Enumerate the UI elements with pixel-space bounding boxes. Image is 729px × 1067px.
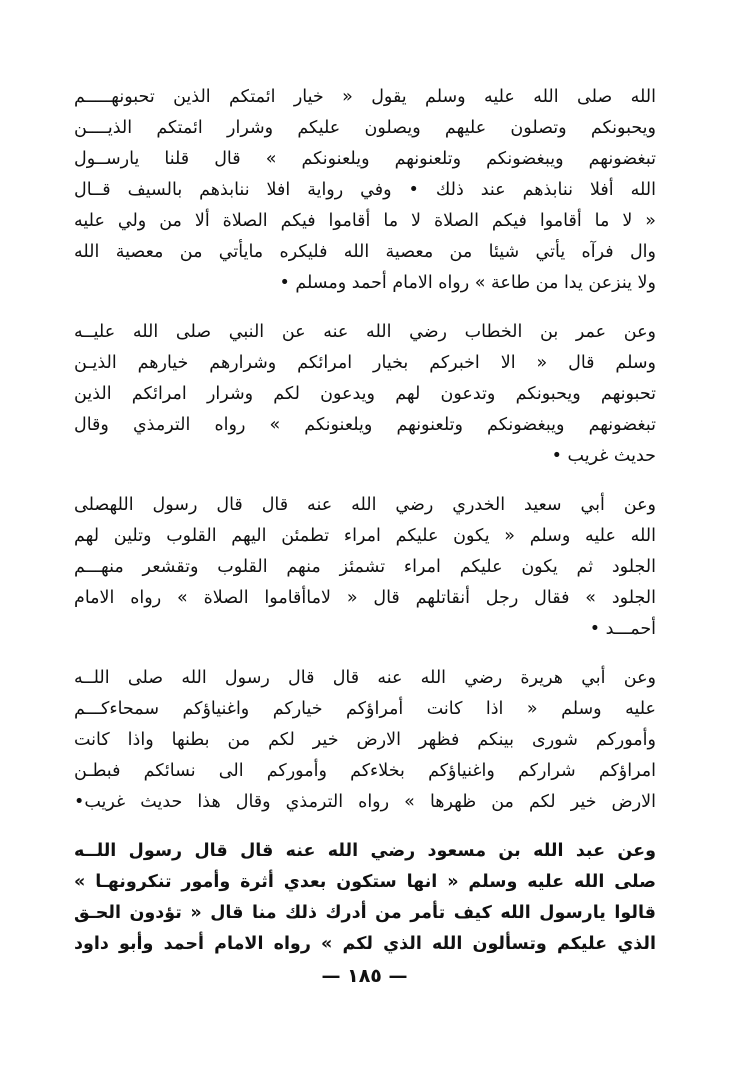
hadith-paragraph-3 [74,490,656,645]
hadith-paragraph-5 [74,836,656,960]
text-line: عليه وسلم « اذا كانت أمراؤكم خياركم واغنياؤكم سمحاءكـــم [74,699,656,719]
text-line: الذي عليكم وتسألون الله الذي لكم » رواه الامام أحمد وأبو داود [74,934,656,954]
text-line: قالوا يارسول الله كيف تأمر من أدرك ذلك منا قال « تؤدون الحـق [74,903,656,923]
text-line: وعن عبد الله بن مسعود رضي الله عنه قال قال رسول اللــه [74,841,656,861]
text-line: ولا ينزعن يدا من طاعة » رواه الامام أحمد ومسلم • [279,273,656,293]
text-line: وعن عمر بن الخطاب رضي الله عنه عن النبي صلى الله عليــه [74,322,656,342]
text-line: « لا ما أقاموا فيكم الصلاة لا ما أقاموا فيكم الصلاة ألا من ولي عليه [74,211,656,231]
text-line: الله أفلا ننابذهم عند ذلك • وفي رواية افلا ننابذهم بالسيف قــال [74,180,656,200]
text-line: وعن أبي سعيد الخدري رضي الله عنه قال قال رسول اللهصلى [74,495,656,515]
page-number: — ١٨٥ — [321,965,408,987]
text-line: صلى الله عليه وسلم « انها ستكون بعدي أثرة وأمور تنكرونهـا » [74,872,656,892]
text-line: تبغضونهم ويبغضونكم وتلعنونهم ويلعنونكم » قال قلنا يارســول [74,149,656,169]
text-line: ويحبونكم وتصلون عليهم ويصلون عليكم وشرار ائمتكم الذيــــن [74,118,656,138]
text-line: وال فرآه يأتي شيئا من معصية الله فليكره مايأتي من معصية الله [74,242,656,262]
hadith-paragraph-2 [74,317,656,472]
text-line: وعن أبي هريرة رضي الله عنه قال قال رسول الله صلى اللــه [74,668,656,688]
text-line: الجلود » فقال رجل أنقاتلهم قال « لاماأقاموا الصلاة » رواه الامام [74,588,656,608]
text-line: تبغضونهم ويبغضونكم وتلعنونهم ويلعنونكم » رواه الترمذي وقال [74,415,656,435]
hadith-paragraph-4 [74,663,656,818]
text-line: الارض خير لكم من ظهرها » رواه الترمذي وقال هذا حديث غريب• [74,792,656,812]
body-text [74,82,656,978]
hadith-paragraph-1 [74,82,656,299]
text-line: امراؤكم شراركم واغنياؤكم بخلاءكم وأموركم الى نسائكم فبطـن [74,761,656,781]
text-line: تحبونهم ويحبونكم وتدعون لهم ويدعون لكم وشرار امرائكم الذين [74,384,656,404]
text-line: الله عليه وسلم « يكون عليكم امراء تطمئن اليهم القلوب وتلين لهم [74,526,656,546]
text-line: وأموركم شورى بينكم فظهر الارض خير لكم من بطنها واذا كانت [74,730,656,750]
text-line: أحمـــد • [589,619,656,639]
text-line: وسلم قال « الا اخبركم بخيار امرائكم وشرارهم خيارهم الذيـن [74,353,656,373]
text-line: الجلود ثم يكون عليكم امراء تشمئز منهم القلوب وتقشعر منهـــم [74,557,656,577]
text-line: الله صلى الله عليه وسلم يقول « خيار ائمتكم الذين تحبونهـــــم [74,87,656,107]
text-line: حديث غريب • [551,446,656,466]
